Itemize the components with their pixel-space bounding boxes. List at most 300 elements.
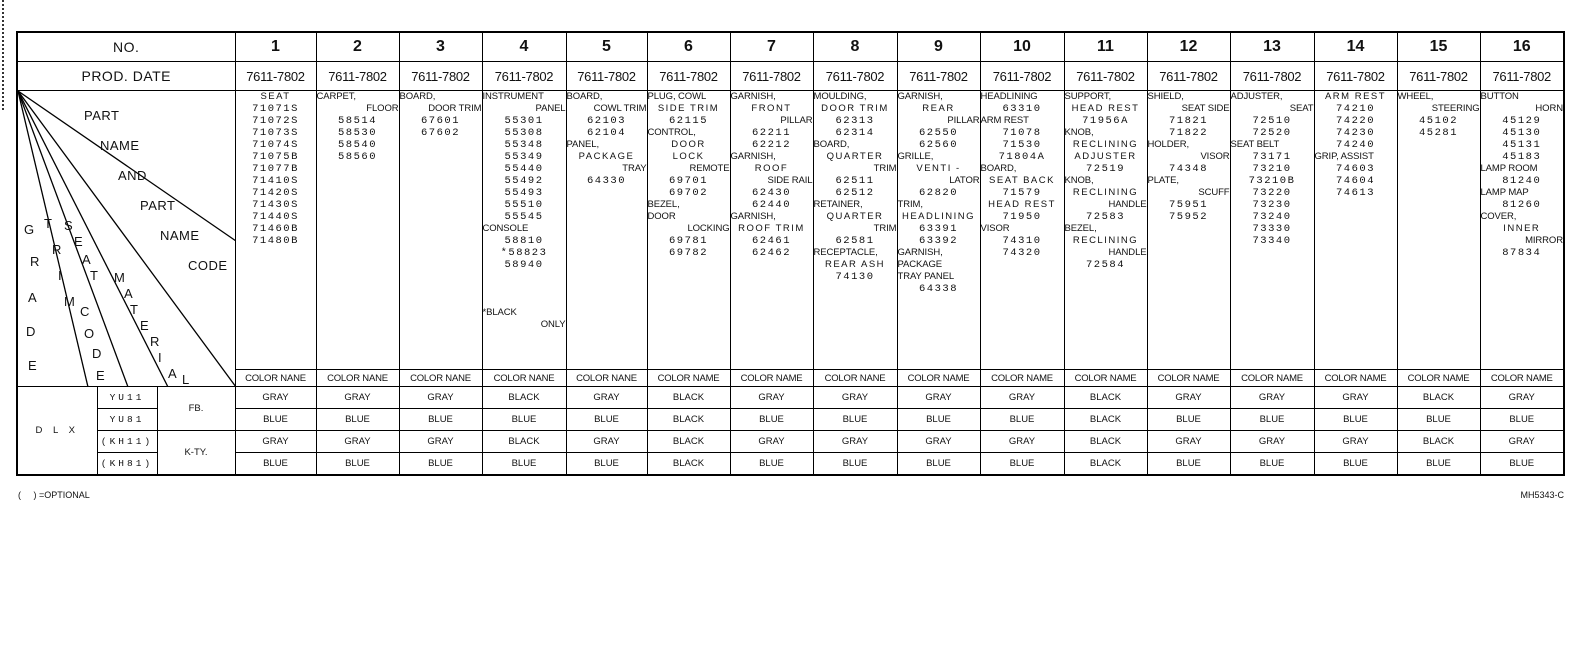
prod-date: 7611-7802 <box>566 62 647 91</box>
column-number: 1 <box>235 32 316 62</box>
color-value: BLUE <box>1480 453 1564 476</box>
prod-date: 7611-7802 <box>316 62 399 91</box>
column-number: 2 <box>316 32 399 62</box>
scan-edge-dots <box>2 0 4 110</box>
diagonal-lines <box>18 91 236 387</box>
color-name-label: COLOR NAME <box>1064 370 1147 387</box>
part-code: 73340 <box>1252 235 1292 247</box>
part-code: 71074S <box>252 139 299 151</box>
column-number: 8 <box>813 32 897 62</box>
part-code: 74310 <box>1002 235 1042 247</box>
part-code: 45129 <box>1502 115 1542 127</box>
optional-footnote: ( ) =OPTIONAL <box>18 490 90 500</box>
part-name: GARNISH, <box>730 91 776 102</box>
part-code: 74230 <box>1335 127 1375 139</box>
part-name: GRILLE, <box>897 151 934 162</box>
part-name: REAR <box>922 103 955 114</box>
part-name: BEZEL, <box>647 199 680 210</box>
column-number: 3 <box>399 32 482 62</box>
part-code: 63392 <box>918 235 958 247</box>
part-name: INSTRUMENT <box>482 91 544 102</box>
part-list-col-14 <box>1314 91 1397 370</box>
color-name-label: COLOR NAME <box>647 370 730 387</box>
part-code: 62461 <box>751 235 791 247</box>
part-name: PANEL <box>535 103 566 114</box>
part-name: RECLINING <box>1072 235 1139 246</box>
part-name: LOCKING <box>687 223 730 234</box>
part-code: 62314 <box>835 127 875 139</box>
part-code: 55308 <box>504 127 544 139</box>
legend-seat-letter: A <box>82 252 92 267</box>
part-code: 58810 <box>504 235 544 247</box>
part-name: HANDLE <box>1108 199 1147 210</box>
part-name: REMOTE <box>689 163 730 174</box>
part-code: 71075B <box>252 151 299 163</box>
part-code: 74240 <box>1335 139 1375 151</box>
part-name <box>483 271 566 283</box>
prod-date: 7611-7802 <box>1064 62 1147 91</box>
part-list-col-1 <box>235 91 316 370</box>
color-value: BLUE <box>1314 453 1397 476</box>
color-value: GRAY <box>730 387 813 409</box>
color-value: BLUE <box>566 409 647 431</box>
part-name: GARNISH, <box>730 211 776 222</box>
color-name-label: COLOR NAME <box>730 370 813 387</box>
part-name: PILLAR <box>780 115 813 126</box>
part-code: 62211 <box>751 127 791 139</box>
prod-date: 7611-7802 <box>399 62 482 91</box>
legend-name: NAME <box>100 138 140 153</box>
part-code: 81260 <box>1502 199 1542 211</box>
part-name: PACKAGE <box>897 259 943 270</box>
part-code: 63310 <box>1002 103 1042 115</box>
color-value: GRAY <box>399 431 482 453</box>
color-value: BLUE <box>316 453 399 476</box>
part-name: SIDE RAIL <box>767 175 813 186</box>
color-name-label: COLOR NANE <box>482 370 566 387</box>
color-value: BLUE <box>1397 409 1480 431</box>
part-name: RETAINER, <box>813 199 863 210</box>
part-code: 67602 <box>420 127 460 139</box>
part-code: 62440 <box>751 199 791 211</box>
header-date-row <box>17 62 1564 91</box>
part-code: 72583 <box>1085 211 1125 223</box>
prod-date: 7611-7802 <box>647 62 730 91</box>
color-value: GRAY <box>1314 387 1397 409</box>
part-code: 71410S <box>252 175 299 187</box>
color-value: BLACK <box>647 409 730 431</box>
part-code: 45102 <box>1418 115 1458 127</box>
part-name: BOARD, <box>813 139 850 150</box>
part-code: 69702 <box>668 187 708 199</box>
part-list-col-11 <box>1064 91 1147 370</box>
legend-part2: PART <box>140 198 176 213</box>
column-number: 11 <box>1064 32 1147 62</box>
legend-material-letter: E <box>140 318 150 333</box>
color-value: BLUE <box>482 409 566 431</box>
part-list-col-10 <box>980 91 1064 370</box>
part-name: SEAT <box>1289 103 1314 114</box>
legend-code-letters-letter: C <box>80 304 90 319</box>
color-value: GRAY <box>813 387 897 409</box>
part-code: 74130 <box>835 271 875 283</box>
part-code: 71072S <box>252 115 299 127</box>
part-list-col-4 <box>482 91 566 370</box>
part-code: 73330 <box>1252 223 1292 235</box>
color-value: BLUE <box>1314 409 1397 431</box>
prod-date: 7611-7802 <box>730 62 813 91</box>
color-name-label: COLOR NANE <box>813 370 897 387</box>
part-code: 69701 <box>668 175 708 187</box>
part-name: HORN <box>1535 103 1563 114</box>
column-number: 14 <box>1314 32 1397 62</box>
legend-seat-letter: E <box>74 234 84 249</box>
trim-row <box>17 431 1564 453</box>
part-name: SEAT SIDE <box>1181 103 1230 114</box>
prod-date: 7611-7802 <box>482 62 566 91</box>
part-name: KNOB, <box>1064 175 1094 186</box>
part-name: BEZEL, <box>1064 223 1097 234</box>
legend-material-letter: L <box>182 372 190 387</box>
part-name: MIRROR <box>1525 235 1563 246</box>
color-name-row <box>17 370 1564 387</box>
legend-name2: NAME <box>160 228 200 243</box>
part-code: 62560 <box>918 139 958 151</box>
part-name: HOLDER, <box>1147 139 1190 150</box>
color-value: BLACK <box>1064 453 1147 476</box>
column-number: 15 <box>1397 32 1480 62</box>
part-name: ADJUSTER, <box>1230 91 1283 102</box>
part-list-col-12 <box>1147 91 1230 370</box>
part-list-col-8 <box>813 91 897 370</box>
part-name: DOOR <box>671 139 706 150</box>
part-code: 73210 <box>1252 163 1292 175</box>
legend-grade-letter: R <box>30 254 40 269</box>
part-name: PILLAR <box>947 115 980 126</box>
part-code: 55348 <box>504 139 544 151</box>
part-code: 62104 <box>586 127 626 139</box>
color-name-label: COLOR NAME <box>1314 370 1397 387</box>
part-name: CARPET, <box>316 91 356 102</box>
seat-material: K-TY. <box>157 431 235 476</box>
color-value: BLUE <box>1147 409 1230 431</box>
color-value: BLUE <box>813 409 897 431</box>
part-code: 71950 <box>1002 211 1042 223</box>
legend-code-letters-letter: O <box>84 326 95 341</box>
part-list-col-7 <box>730 91 813 370</box>
part-code: 71804A <box>998 151 1046 163</box>
grade-dlx: D L X <box>17 387 97 476</box>
column-number: 7 <box>730 32 813 62</box>
color-value: BLACK <box>647 453 730 476</box>
part-code: 73240 <box>1252 211 1292 223</box>
part-name: SEAT BELT <box>1230 139 1280 150</box>
color-name-label: COLOR NAME <box>1480 370 1564 387</box>
part-name: SUPPORT, <box>1064 91 1112 102</box>
color-value: GRAY <box>813 431 897 453</box>
part-code: 72519 <box>1085 163 1125 175</box>
part-name: RECEPTACLE, <box>813 247 878 258</box>
part-name: TRIM, <box>897 199 923 210</box>
legend-grade-letter: G <box>24 222 35 237</box>
header-no-row <box>17 32 1564 62</box>
part-name: QUARTER <box>826 211 884 222</box>
part-code: 45131 <box>1502 139 1542 151</box>
part-name: LATOR <box>949 175 980 186</box>
part-name: BOARD, <box>980 163 1017 174</box>
part-code: 73230 <box>1252 199 1292 211</box>
part-name: CONSOLE <box>482 223 529 234</box>
part-code: 71480B <box>252 235 299 247</box>
color-value: BLACK <box>647 387 730 409</box>
part-code: 71956A <box>1082 115 1129 127</box>
part-name: SIDE TRIM <box>657 103 720 114</box>
part-code: 72510 <box>1252 115 1292 127</box>
part-name: INNER <box>1503 223 1541 234</box>
color-value: BLACK <box>1397 431 1480 453</box>
part-name: GARNISH, <box>730 151 776 162</box>
part-list-col-15 <box>1397 91 1480 370</box>
part-code: 87834 <box>1502 247 1542 259</box>
trim-row <box>17 387 1564 409</box>
part-name: SEAT BACK <box>989 175 1055 186</box>
part-name: TRIM <box>873 163 897 174</box>
part-name: TRAY <box>622 163 647 174</box>
color-value: BLUE <box>399 453 482 476</box>
part-code: 73220 <box>1252 187 1292 199</box>
color-value: BLUE <box>316 409 399 431</box>
part-code: 55545 <box>504 211 544 223</box>
part-code: 64338 <box>918 283 958 295</box>
part-name: PLATE, <box>1147 175 1179 186</box>
color-name-label: COLOR NANE <box>235 370 316 387</box>
part-code: 71440S <box>252 211 299 223</box>
part-name: HANDLE <box>1108 247 1147 258</box>
part-name: REAR ASH <box>824 259 886 270</box>
part-code: 71077B <box>252 163 299 175</box>
reference-code: MH5343-C <box>1520 490 1564 500</box>
diagonal-line <box>18 91 128 387</box>
trim-color-chart <box>16 31 1565 476</box>
part-name <box>483 283 566 295</box>
part-name: TRAY PANEL <box>897 271 955 282</box>
part-name: DOOR TRIM <box>428 103 482 114</box>
part-name: PLUG, COWL <box>647 91 707 102</box>
part-code: 55492 <box>504 175 544 187</box>
part-name: BOARD, <box>399 91 436 102</box>
color-value: BLUE <box>980 409 1064 431</box>
color-value: BLUE <box>1230 453 1314 476</box>
legend-trim-letter: R <box>52 242 62 257</box>
part-code: 72584 <box>1085 259 1125 271</box>
color-value: GRAY <box>1480 431 1564 453</box>
color-value: GRAY <box>316 387 399 409</box>
prod-date: 7611-7802 <box>1314 62 1397 91</box>
legend-grade-letter: E <box>28 358 38 373</box>
part-code: 55349 <box>504 151 544 163</box>
part-name: HEADLINING <box>980 91 1038 102</box>
legend-code: CODE <box>188 258 228 273</box>
part-name: WHEEL, <box>1397 91 1434 102</box>
part-name: SHIELD, <box>1147 91 1184 102</box>
part-code: 72520 <box>1252 127 1292 139</box>
color-value: BLUE <box>1230 409 1314 431</box>
color-value: BLUE <box>897 453 980 476</box>
part-name: GARNISH, <box>897 247 943 258</box>
part-code: *58823 <box>500 247 548 259</box>
color-value: BLUE <box>235 453 316 476</box>
part-name: ADJUSTER <box>1074 151 1137 162</box>
color-value: BLUE <box>566 453 647 476</box>
part-name: LOCK <box>672 151 705 162</box>
part-list-col-3 <box>399 91 482 370</box>
part-name: GRIP, ASSIST <box>1314 151 1374 162</box>
part-code: 71430S <box>252 199 299 211</box>
color-value: GRAY <box>1230 387 1314 409</box>
part-code: 58540 <box>337 139 377 151</box>
prod-date: 7611-7802 <box>1397 62 1480 91</box>
part-code: 62313 <box>835 115 875 127</box>
part-name: DOOR TRIM <box>821 103 889 114</box>
legend-grade-letter: A <box>28 290 38 305</box>
part-code: 55510 <box>504 199 544 211</box>
color-value: BLUE <box>235 409 316 431</box>
color-value: GRAY <box>1147 431 1230 453</box>
legend-trim-letter: T <box>44 216 53 231</box>
part-code: 81240 <box>1502 175 1542 187</box>
prod-date: 7611-7802 <box>1480 62 1564 91</box>
prod-date: 7611-7802 <box>897 62 980 91</box>
part-code: 62103 <box>586 115 626 127</box>
color-value: BLUE <box>1147 453 1230 476</box>
part-name: HEADLINING <box>901 211 976 222</box>
diagonal-legend <box>17 91 235 387</box>
color-name-label: COLOR NAME <box>980 370 1064 387</box>
part-code: 55301 <box>504 115 544 127</box>
color-value: BLACK <box>647 431 730 453</box>
part-name: FRONT <box>751 103 792 114</box>
color-value: GRAY <box>316 431 399 453</box>
part-list-col-6 <box>647 91 730 370</box>
part-code: 45183 <box>1502 151 1542 163</box>
part-name: TRIM <box>873 223 897 234</box>
color-value: BLUE <box>1397 453 1480 476</box>
color-value: BLUE <box>897 409 980 431</box>
column-number: 4 <box>482 32 566 62</box>
part-code: 71579 <box>1002 187 1042 199</box>
color-name-label: COLOR NANE <box>399 370 482 387</box>
color-value: GRAY <box>235 387 316 409</box>
seat-material: FB. <box>157 387 235 431</box>
part-code: 74603 <box>1335 163 1375 175</box>
part-name: QUARTER <box>826 151 884 162</box>
color-value: GRAY <box>897 387 980 409</box>
part-code: 67601 <box>420 115 460 127</box>
part-code: 74210 <box>1335 103 1375 115</box>
part-list-col-5 <box>566 91 647 370</box>
part-code: 71071S <box>252 103 299 115</box>
part-name: SEAT <box>260 91 291 102</box>
color-value: GRAY <box>235 431 316 453</box>
color-value: BLACK <box>1064 431 1147 453</box>
color-name-label: COLOR NAME <box>897 370 980 387</box>
part-name: CONTROL, <box>647 127 696 138</box>
part-name: RECLINING <box>1072 187 1139 198</box>
part-code: 55493 <box>504 187 544 199</box>
part-code: 71822 <box>1168 127 1208 139</box>
part-name: PANEL, <box>566 139 599 150</box>
part-code: 63391 <box>918 223 958 235</box>
part-code: 73210B <box>1248 175 1296 187</box>
part-name: SCUFF <box>1198 187 1230 198</box>
part-list-col-16 <box>1480 91 1564 370</box>
prod-date: 7611-7802 <box>1230 62 1314 91</box>
part-code: 75951 <box>1168 199 1208 211</box>
part-code: 74613 <box>1335 187 1375 199</box>
legend-code-letters-letter: E <box>96 368 106 383</box>
trim-row <box>17 409 1564 431</box>
part-code: 62511 <box>835 175 875 187</box>
color-value: GRAY <box>1147 387 1230 409</box>
part-name: VENTI - <box>916 163 961 174</box>
legend-seat-letter: S <box>64 218 74 233</box>
part-code: 69781 <box>668 235 708 247</box>
legend-material-letter: M <box>114 270 126 285</box>
trim-code: YU81 <box>97 409 157 431</box>
part-list-col-9 <box>897 91 980 370</box>
color-name-label: COLOR NAME <box>1397 370 1480 387</box>
color-value: BLACK <box>482 431 566 453</box>
color-value: GRAY <box>399 387 482 409</box>
prod-date: 7611-7802 <box>1147 62 1230 91</box>
diagonal-line <box>18 91 236 387</box>
part-name: LAMP MAP <box>1480 187 1529 198</box>
color-value: GRAY <box>980 431 1064 453</box>
color-value: BLACK <box>482 387 566 409</box>
part-code: 71420S <box>252 187 299 199</box>
no-label: NO. <box>17 32 235 62</box>
part-name: ARM REST <box>1324 91 1387 102</box>
color-value: GRAY <box>566 431 647 453</box>
color-value: GRAY <box>1314 431 1397 453</box>
column-number: 12 <box>1147 32 1230 62</box>
part-list-col-13 <box>1230 91 1314 370</box>
column-number: 13 <box>1230 32 1314 62</box>
column-number: 10 <box>980 32 1064 62</box>
part-code: 74320 <box>1002 247 1042 259</box>
color-value: BLUE <box>1480 409 1564 431</box>
part-codes-row <box>17 91 1564 370</box>
part-name: KNOB, <box>1064 127 1094 138</box>
part-name: COWL TRIM <box>593 103 647 114</box>
part-name: VISOR <box>980 223 1010 234</box>
part-name: ONLY <box>540 319 566 330</box>
part-code: 62512 <box>835 187 875 199</box>
legend-code-letters-letter: D <box>92 346 102 361</box>
part-name: BOARD, <box>566 91 603 102</box>
part-code: 74604 <box>1335 175 1375 187</box>
color-value: GRAY <box>1480 387 1564 409</box>
part-name: MOULDING, <box>813 91 867 102</box>
part-code: 58940 <box>504 259 544 271</box>
color-value: BLACK <box>1064 387 1147 409</box>
part-name: PACKAGE <box>578 151 635 162</box>
trim-code: (KH11) <box>97 431 157 453</box>
legend-seat-letter: T <box>90 268 99 283</box>
part-name: STEERING <box>1431 103 1480 114</box>
part-code: 71460B <box>252 223 299 235</box>
part-code: 62462 <box>751 247 791 259</box>
